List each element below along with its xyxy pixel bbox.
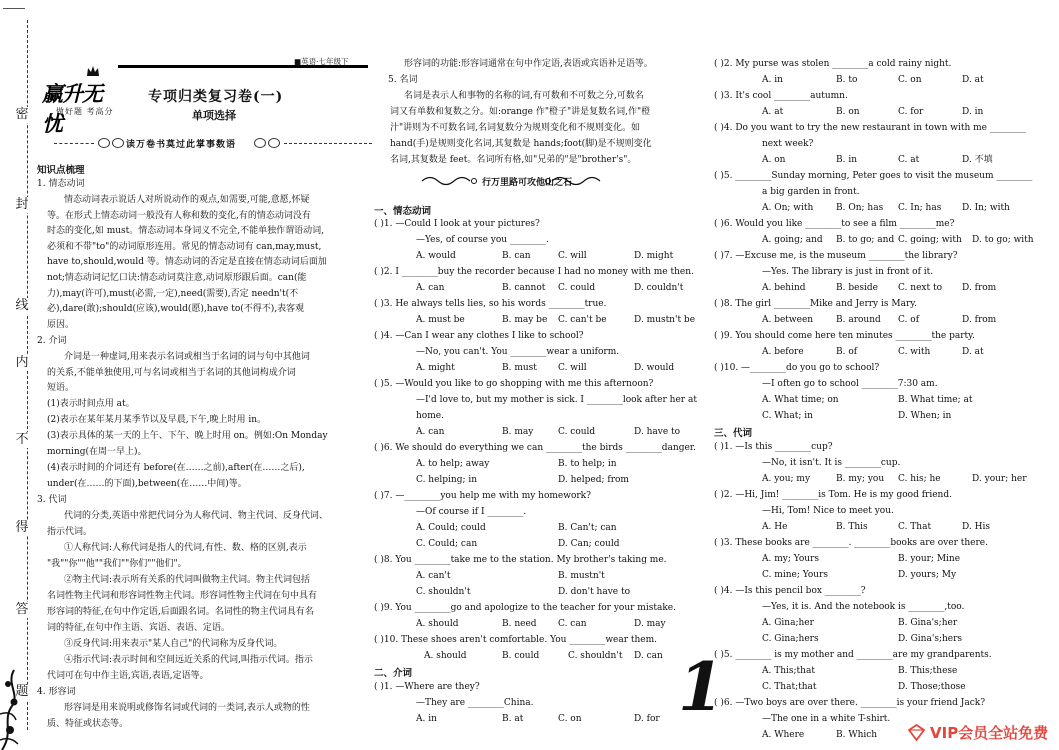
text-line: D. have to	[634, 427, 681, 437]
text-line: ( )5. ________Sunday morning, Peter goes to visit the museum ________	[714, 171, 1033, 181]
text-line: ( )9. You ________go and apologize to the teacher for your mistake.	[374, 603, 676, 613]
text-line: ( )2. —Hi, Jim! ________is Tom. He is my good friend.	[714, 490, 952, 500]
text-line: D. mustn't be	[634, 315, 696, 325]
text-line: B. may	[502, 427, 534, 437]
text-line: ( )7. —Excuse me, is the museum ________the library?	[714, 251, 958, 261]
text-line: —Yes. The library is just in front of it.	[762, 267, 934, 277]
text-line: 词的特征,在句中作主语、宾语、表语、定语。	[47, 623, 230, 633]
text-line: A. On; with	[762, 203, 814, 213]
text-line: ( )1. —Is this ________cup?	[714, 442, 833, 452]
text-line: B. This	[836, 522, 868, 532]
text-line: ( )9. You should come here ten minutes ________the party.	[714, 331, 975, 341]
text-line: 代词可在句中作主语,宾语,表语,定语等。	[47, 671, 209, 681]
scroll-ornament-icon	[544, 174, 602, 188]
text-line: D. to go; with	[972, 235, 1034, 245]
text-line: —I often go to school ________7:30 am.	[762, 379, 938, 389]
section-heading: 知识点梳理	[37, 165, 85, 176]
text-line: B. may be	[502, 315, 548, 325]
text-line: 形容词的特征,在句中作定语,后面跟名词。名词性的物主代词具有名	[47, 607, 314, 617]
text-line: 1. 情态动词	[37, 179, 85, 189]
text-line: 汁"讲则为不可数名词,名词复数分为规则变化和不规则变化。如	[390, 123, 641, 133]
text-line: A. can	[416, 427, 445, 437]
text-line: —Of course if I ________.	[416, 507, 527, 517]
text-line: D. at	[962, 347, 984, 357]
section-heading: 一、情态动词	[374, 206, 432, 217]
text-line: home.	[416, 411, 444, 421]
binding-char: 线	[15, 298, 29, 313]
text-line: ①人称代词:人称代词是指人的代词,有性、数、格的区别,表示	[64, 543, 307, 553]
text-line: B. in	[836, 155, 858, 165]
text-line: C. next to	[898, 283, 942, 293]
text-line: B. of	[836, 347, 858, 357]
binding-char: 不	[15, 432, 29, 447]
text-line: 等。在形式上情态动词一般没有人称和数的变化,有的情态动词没有	[47, 211, 311, 221]
text-line: "我""你""他""我们""你们""他们"。	[47, 559, 187, 569]
text-line: D. your; her	[972, 474, 1027, 484]
text-line: 词又有单数和复数之分。如:orange 作"橙子"讲是复数名词,作"橙	[390, 107, 651, 117]
brand-name: 赢升无忧	[42, 81, 102, 136]
text-line: A. can	[416, 283, 445, 293]
binding-char: 答	[15, 602, 29, 617]
text-line: next week?	[762, 139, 814, 149]
text-line: —The one in a white T-shirt.	[762, 714, 891, 724]
text-line: 4. 形容词	[37, 687, 76, 697]
text-line: 介词是一种虚词,用来表示名词或相当于名词的词与句中其他词	[64, 352, 310, 362]
text-line: A. between	[762, 315, 814, 325]
text-line: —They are ________China.	[416, 698, 534, 708]
text-line: D. from	[962, 315, 997, 325]
text-line: C. going; with	[898, 235, 962, 245]
text-line: C. could	[558, 427, 596, 437]
text-line: B. can	[502, 251, 531, 261]
text-line: B. On; has	[836, 203, 884, 213]
text-line: C. In; has	[898, 203, 942, 213]
text-line: B. around	[836, 315, 881, 325]
text-line: ( )10. These shoes aren't comfortable. You ________wear them.	[374, 635, 658, 645]
text-line: A. behind	[762, 283, 806, 293]
text-line: —Yes, of course you ________.	[416, 235, 549, 245]
banner-motto: 读万卷书莫过此掌事数语	[126, 140, 237, 150]
text-line: A. before	[762, 347, 804, 357]
text-line: (1)表示时间点用 at。	[47, 399, 135, 409]
text-line: 2. 介词	[37, 336, 67, 346]
text-line: C. at	[898, 155, 920, 165]
text-line: C. could	[558, 283, 596, 293]
text-line: A. at	[762, 107, 784, 117]
text-line: B. at	[502, 714, 524, 724]
section-heading: 三、代词	[714, 428, 753, 439]
text-line: C. What; in	[762, 411, 813, 421]
text-line: C. shouldn't	[568, 651, 623, 661]
text-line: ( )8. The girl ________Mike and Jerry is Mary.	[714, 299, 917, 309]
text-line: C. That;that	[762, 682, 817, 692]
text-line: 力),may(许可),must(必需,一定),need(需要),否定 needn't(不	[47, 289, 299, 299]
text-line: D. In; with	[962, 203, 1010, 213]
text-line: D. helped; from	[558, 475, 629, 485]
text-line: D. might	[634, 251, 674, 261]
text-line: B. cannot	[502, 283, 546, 293]
text-line: morning(在周一早上)。	[47, 447, 147, 457]
text-line: C. will	[558, 363, 587, 373]
text-line: —Hi, Tom! Nice to meet you.	[762, 506, 894, 516]
brand-slogan: 做好题 考高分	[56, 107, 114, 116]
text-line: 代词的分类,英语中常把代词分为人称代词、物主代词、反身代词、	[64, 511, 328, 521]
text-line: —I'd love to, but my mother is sick. I ________look after her at	[416, 395, 697, 405]
text-line: C. on	[898, 75, 922, 85]
floral-ornament-icon	[0, 640, 22, 750]
text-line: 指示代词。	[47, 527, 93, 537]
text-line: A. in	[416, 714, 437, 724]
text-line: ( )7. —________you help me with my homework?	[374, 491, 591, 501]
text-line: D. His	[962, 522, 990, 532]
text-line: A. going; and	[762, 235, 823, 245]
text-line: A. He	[762, 522, 788, 532]
text-line: D. can	[634, 651, 663, 661]
diamond-icon	[908, 724, 925, 741]
text-line: B. could	[502, 651, 540, 661]
text-line: A. Where	[762, 730, 805, 740]
text-line: ( )2. I ________buy the recorder because I had no money with me then.	[374, 267, 694, 277]
binding-char: 密	[15, 107, 29, 122]
grade-label: ■英语·七年级下	[294, 57, 349, 66]
text-line: 情态动词表示说话人对所说动作的观点,如需要,可能,意愿,怀疑	[64, 195, 310, 205]
text-line: D. in	[962, 107, 984, 117]
binding-char: 封	[15, 197, 29, 212]
text-line: B. to go; and	[836, 235, 895, 245]
text-line: C. of	[898, 315, 920, 325]
text-line: (3)表示具体的某一天的上午、下午、晚上时用 on。例如:On Monday	[47, 431, 328, 441]
binding-dashed-line	[27, 20, 28, 730]
text-line: ( )5. —Would you like to go shopping with me this afternoon?	[374, 379, 654, 389]
page-title: 专项归类复习卷(一)	[148, 89, 284, 105]
text-line: 短语。	[47, 383, 75, 393]
text-line: C. helping; in	[416, 475, 478, 485]
text-line: B. your; Mine	[898, 554, 961, 564]
text-line: C. can	[558, 619, 587, 629]
text-line: A. to help; away	[416, 459, 490, 469]
ornament-icon	[254, 138, 266, 148]
text-line: hand(手)是规则变化名词,其复数是 hands;foot(脚)是不规则变化	[390, 139, 652, 149]
binding-strip	[0, 0, 40, 750]
text-line: 名词性物主代词和形容词性物主代词。形容词性物主代词在句中具有	[47, 591, 318, 601]
text-line: A. my; Yours	[762, 554, 820, 564]
crown-icon	[86, 64, 100, 78]
text-line: B. to	[836, 75, 858, 85]
text-line: ( )6. Would you like ________to see a film ________me?	[714, 219, 955, 229]
text-line: ( )3. These books are ________. ________books are over there.	[714, 538, 988, 548]
text-line: D. would	[634, 363, 675, 373]
text-line: D. 不填	[962, 155, 993, 165]
text-line: D. at	[962, 75, 984, 85]
text-line: ( )6. —Two boys are over there. ________is your friend Jack?	[714, 698, 986, 708]
text-line: 形容词的功能:形容词通常在句中作定语,表语或宾语补足语等。	[404, 59, 653, 69]
text-line: not;情态动词记忆口诀:情态动词莫注意,动词原形跟后面。can(能	[47, 273, 307, 283]
text-line: A. would	[416, 251, 456, 261]
scroll-ornament-icon	[420, 174, 478, 188]
binding-char: 得	[15, 520, 29, 535]
text-line: 必须和不带"to"的动词原形连用。常见的情态动词有 can,may,must,	[47, 242, 322, 252]
text-line: A. should	[416, 619, 459, 629]
ornament-icon	[112, 138, 124, 148]
text-line: B. mustn't	[558, 571, 605, 581]
text-line: B. on	[836, 107, 860, 117]
text-line: A. This;that	[762, 666, 815, 676]
exercise-motto: 行万里路可攻他山之石	[482, 178, 573, 188]
text-line: C. Gina;hers	[762, 634, 819, 644]
text-line: C. shouldn't	[416, 587, 471, 597]
text-line: B. Gina's;her	[898, 618, 958, 628]
text-line: D. don't have to	[558, 587, 631, 597]
text-line: 必),dare(敢);should(应该),would(愿),have to(不得不),表客观	[47, 304, 305, 314]
text-line: (2)表示在某年某月某季节以及早晨,下午,晚上时用 in。	[47, 415, 267, 425]
text-line: ( )3. He always tells lies, so his words ________true.	[374, 299, 607, 309]
text-line: C. for	[898, 107, 924, 117]
binding-top-rule	[3, 8, 25, 9]
text-line: D. yours; My	[898, 570, 957, 580]
binding-char: 题	[15, 684, 29, 699]
text-line: B. beside	[836, 283, 879, 293]
text-line: —No, it isn't. It is ________cup.	[762, 458, 901, 468]
text-line: D. Those;those	[898, 682, 966, 692]
text-line: A. must be	[416, 315, 465, 325]
text-line: C. can't be	[558, 315, 607, 325]
text-line: ②物主代词:表示所有关系的代词叫做物主代词。物主代词包括	[64, 575, 311, 585]
brand-logo	[42, 64, 120, 136]
text-line: B. must	[502, 363, 537, 373]
text-line: C. That	[898, 522, 932, 532]
text-line: 形容词是用来说明或修饰名词或代词的一类词,表示人或物的性	[64, 703, 310, 713]
text-line: ( )2. My purse was stolen ________a cold rainy night.	[714, 59, 952, 69]
text-line: ( )5. ________ is my mother and ________are my grandparents.	[714, 650, 992, 660]
text-line: 质、特征或状态等。	[47, 719, 129, 729]
text-line: —Yes, it is. And the notebook is ________,too.	[762, 602, 965, 612]
text-line: C. Could; can	[416, 539, 478, 549]
ornament-icon	[98, 138, 110, 148]
text-line: 5. 名词	[388, 75, 418, 85]
text-line: ( )1. —Where are they?	[374, 682, 480, 692]
watermark-text: VIP会员全站免费	[930, 724, 1049, 742]
text-line: ( )4. —Can I wear any clothes I like to school?	[374, 331, 584, 341]
text-line: A. might	[416, 363, 455, 373]
ornament-icon	[268, 138, 280, 148]
vip-watermark	[906, 720, 1056, 746]
text-line: A. you; my	[762, 474, 811, 484]
text-line: ( )8. You ________take me to the station. My brother's taking me.	[374, 555, 667, 565]
text-line: B. Which	[836, 730, 878, 740]
text-line: C. on	[558, 714, 582, 724]
text-line: A. on	[762, 155, 786, 165]
text-line: 的关系,不能单独使用,可与名词或相当于名词的其他词构成介词	[47, 368, 296, 378]
binding-char: 内	[15, 355, 29, 370]
text-line: A. in	[762, 75, 783, 85]
text-line: D. couldn't	[634, 283, 684, 293]
text-line: C. his; he	[898, 474, 941, 484]
text-line: D. When; in	[898, 411, 952, 421]
text-line: —No, you can't. You ________wear a uniform.	[416, 347, 620, 357]
text-line: have to,should,would 等。情态动词的否定是直接在情态动词后面加	[47, 257, 327, 267]
text-line: B. to help; in	[558, 459, 617, 469]
text-line: B. This;these	[898, 666, 958, 676]
text-line: B. What time; at	[898, 395, 973, 405]
text-line: 名词,其复数是 feet。名词所有格,如"兄弟的"是"brother's"。	[390, 155, 637, 165]
page-number: 1	[678, 648, 724, 726]
text-line: C. will	[558, 251, 587, 261]
text-line: B. my; you	[836, 474, 885, 484]
text-line: C. mine; Yours	[762, 570, 829, 580]
text-line: B. need	[502, 619, 537, 629]
text-line: ( )10. —________do you go to school?	[714, 363, 880, 373]
text-line: a big garden in front.	[762, 187, 860, 197]
text-line: ( )6. We should do everything we can ________the birds ________danger.	[374, 443, 696, 453]
text-line: 原因。	[47, 320, 75, 330]
text-line: under(在……的下面),between(在……中间)等。	[47, 479, 247, 489]
text-line: ( )4. Do you want to try the new restaurant in town with me ________	[714, 123, 1026, 133]
exercise-banner	[420, 173, 600, 189]
text-line: ( )1. —Could I look at your pictures?	[374, 219, 540, 229]
text-line: D. Gina's;hers	[898, 634, 963, 644]
text-line: D. for	[634, 714, 660, 724]
text-line: 时态的变化,如 must。情态动词本身词义不完全,不能单独作谓语动词,	[47, 226, 325, 236]
text-line: ( )3. It's cool ________autumn.	[714, 91, 848, 101]
text-line: D. Can; could	[558, 539, 620, 549]
section-heading: 二、介词	[374, 668, 413, 679]
text-line: A. Could; could	[416, 523, 486, 533]
text-line: D. may	[634, 619, 666, 629]
text-line: ( )4. —Is this pencil box ________?	[714, 586, 866, 596]
page-subtitle: 单项选择	[192, 109, 236, 122]
text-line: B. Can't; can	[558, 523, 617, 533]
text-line: (4)表示时间的介词还有 before(在……之前),after(在……之后),	[47, 463, 305, 473]
section-banner	[54, 131, 372, 155]
text-line: A. should	[424, 651, 467, 661]
text-line: ③反身代词:用来表示"某人自己"的代词称为反身代词。	[64, 639, 283, 649]
text-line: 名词是表示人和事物的名称的词,有可数和不可数之分,可数名	[404, 91, 644, 101]
text-line: 3. 代词	[37, 495, 67, 505]
text-line: A. Gina;her	[762, 618, 814, 628]
text-line: C. with	[898, 347, 931, 357]
text-line: A. What time; on	[762, 395, 839, 405]
text-line: A. can't	[416, 571, 451, 581]
text-line: D. from	[962, 283, 997, 293]
text-line: ④指示代词:表示时间和空间远近关系的代词,叫指示代词。指示	[64, 655, 313, 665]
